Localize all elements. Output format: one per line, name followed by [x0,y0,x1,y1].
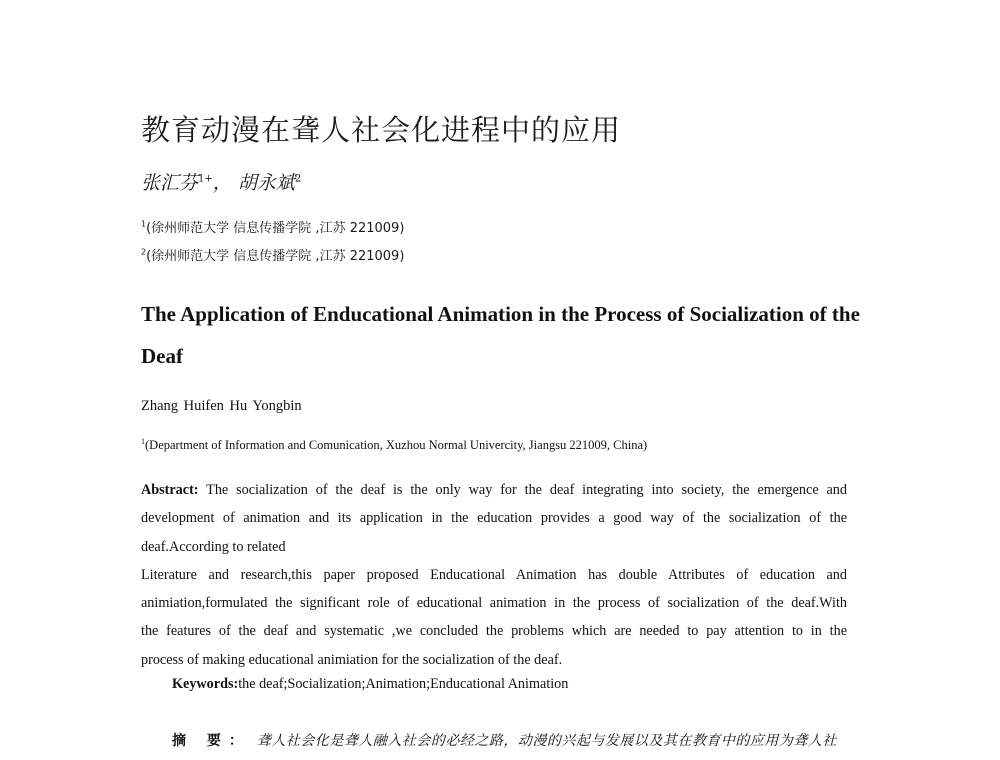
keywords-label: Keywords: [172,676,239,692]
author-2-mark: 2 [294,173,302,185]
title-english: The Application of Enducational Animation in the Process of Socialization of the Deaf [141,302,860,368]
affiliation-2-chinese [141,245,404,264]
author-1: 张汇芬 [141,172,199,194]
affiliation-2-text: (徐州师范大学 信息传播学院 ,江苏 221009) [146,249,405,264]
abstract-english [141,476,847,674]
abstract-line-1: Abstract: The socialization of the deaf is the only way for the deaf integrating into society, the emergence and [141,482,847,498]
abstract-label: Abstract: [141,482,199,498]
authors-chinese [141,168,301,195]
abstract-chinese [172,730,848,750]
affiliation-1-chinese [141,217,404,236]
abstract-line-3: deaf.According to related [141,538,286,555]
abstract-line-2: development of animation and its application in the education provides a good way of the socialization of the [141,510,847,527]
author-2: 胡永斌 [237,172,295,194]
author-1-mark: 1+ [198,173,213,185]
keywords-english [172,676,568,693]
abstract-chinese-label: 摘 要： [172,733,251,749]
abstract-chinese-text: 聋人社会化是聋人融入社会的必经之路，动漫的兴起与发展以及其在教育中的应用为聋人社 [256,733,837,749]
affiliation-2-mark: 2 [141,247,147,257]
affiliation-english-text: (Department of Information and Comunication, Xuzhou Normal Univercity, Jiangsu 221009, China) [145,438,648,453]
author-separator: ， [212,172,232,194]
abstract-line-7: process of making educational animiation for the socialization of the deaf. [141,651,563,668]
abstract-line-6: the features of the deaf and systematic ,we concluded the problems which are needed to pay attention to in the [141,623,847,640]
affiliation-english [141,437,647,453]
affiliation-english-mark: 1 [141,437,145,446]
abstract-line-4: Literature and research,this paper proposed Enducational Animation has double Attributes of education and [141,566,847,583]
title-chinese: 教育动漫在聋人社会化进程中的应用 [141,113,622,147]
keywords-text: the deaf;Socialization;Animation;Enducational Animation [238,676,569,692]
authors-english: Zhang Huifen Hu Yongbin [141,398,302,414]
abstract-line-5: animiation,formulated the significant role of educational animation in the process of socialization of the deaf.With [141,595,847,612]
affiliation-1-text: (徐州师范大学 信息传播学院 ,江苏 221009) [146,221,405,236]
affiliation-1-mark: 1 [141,219,147,229]
